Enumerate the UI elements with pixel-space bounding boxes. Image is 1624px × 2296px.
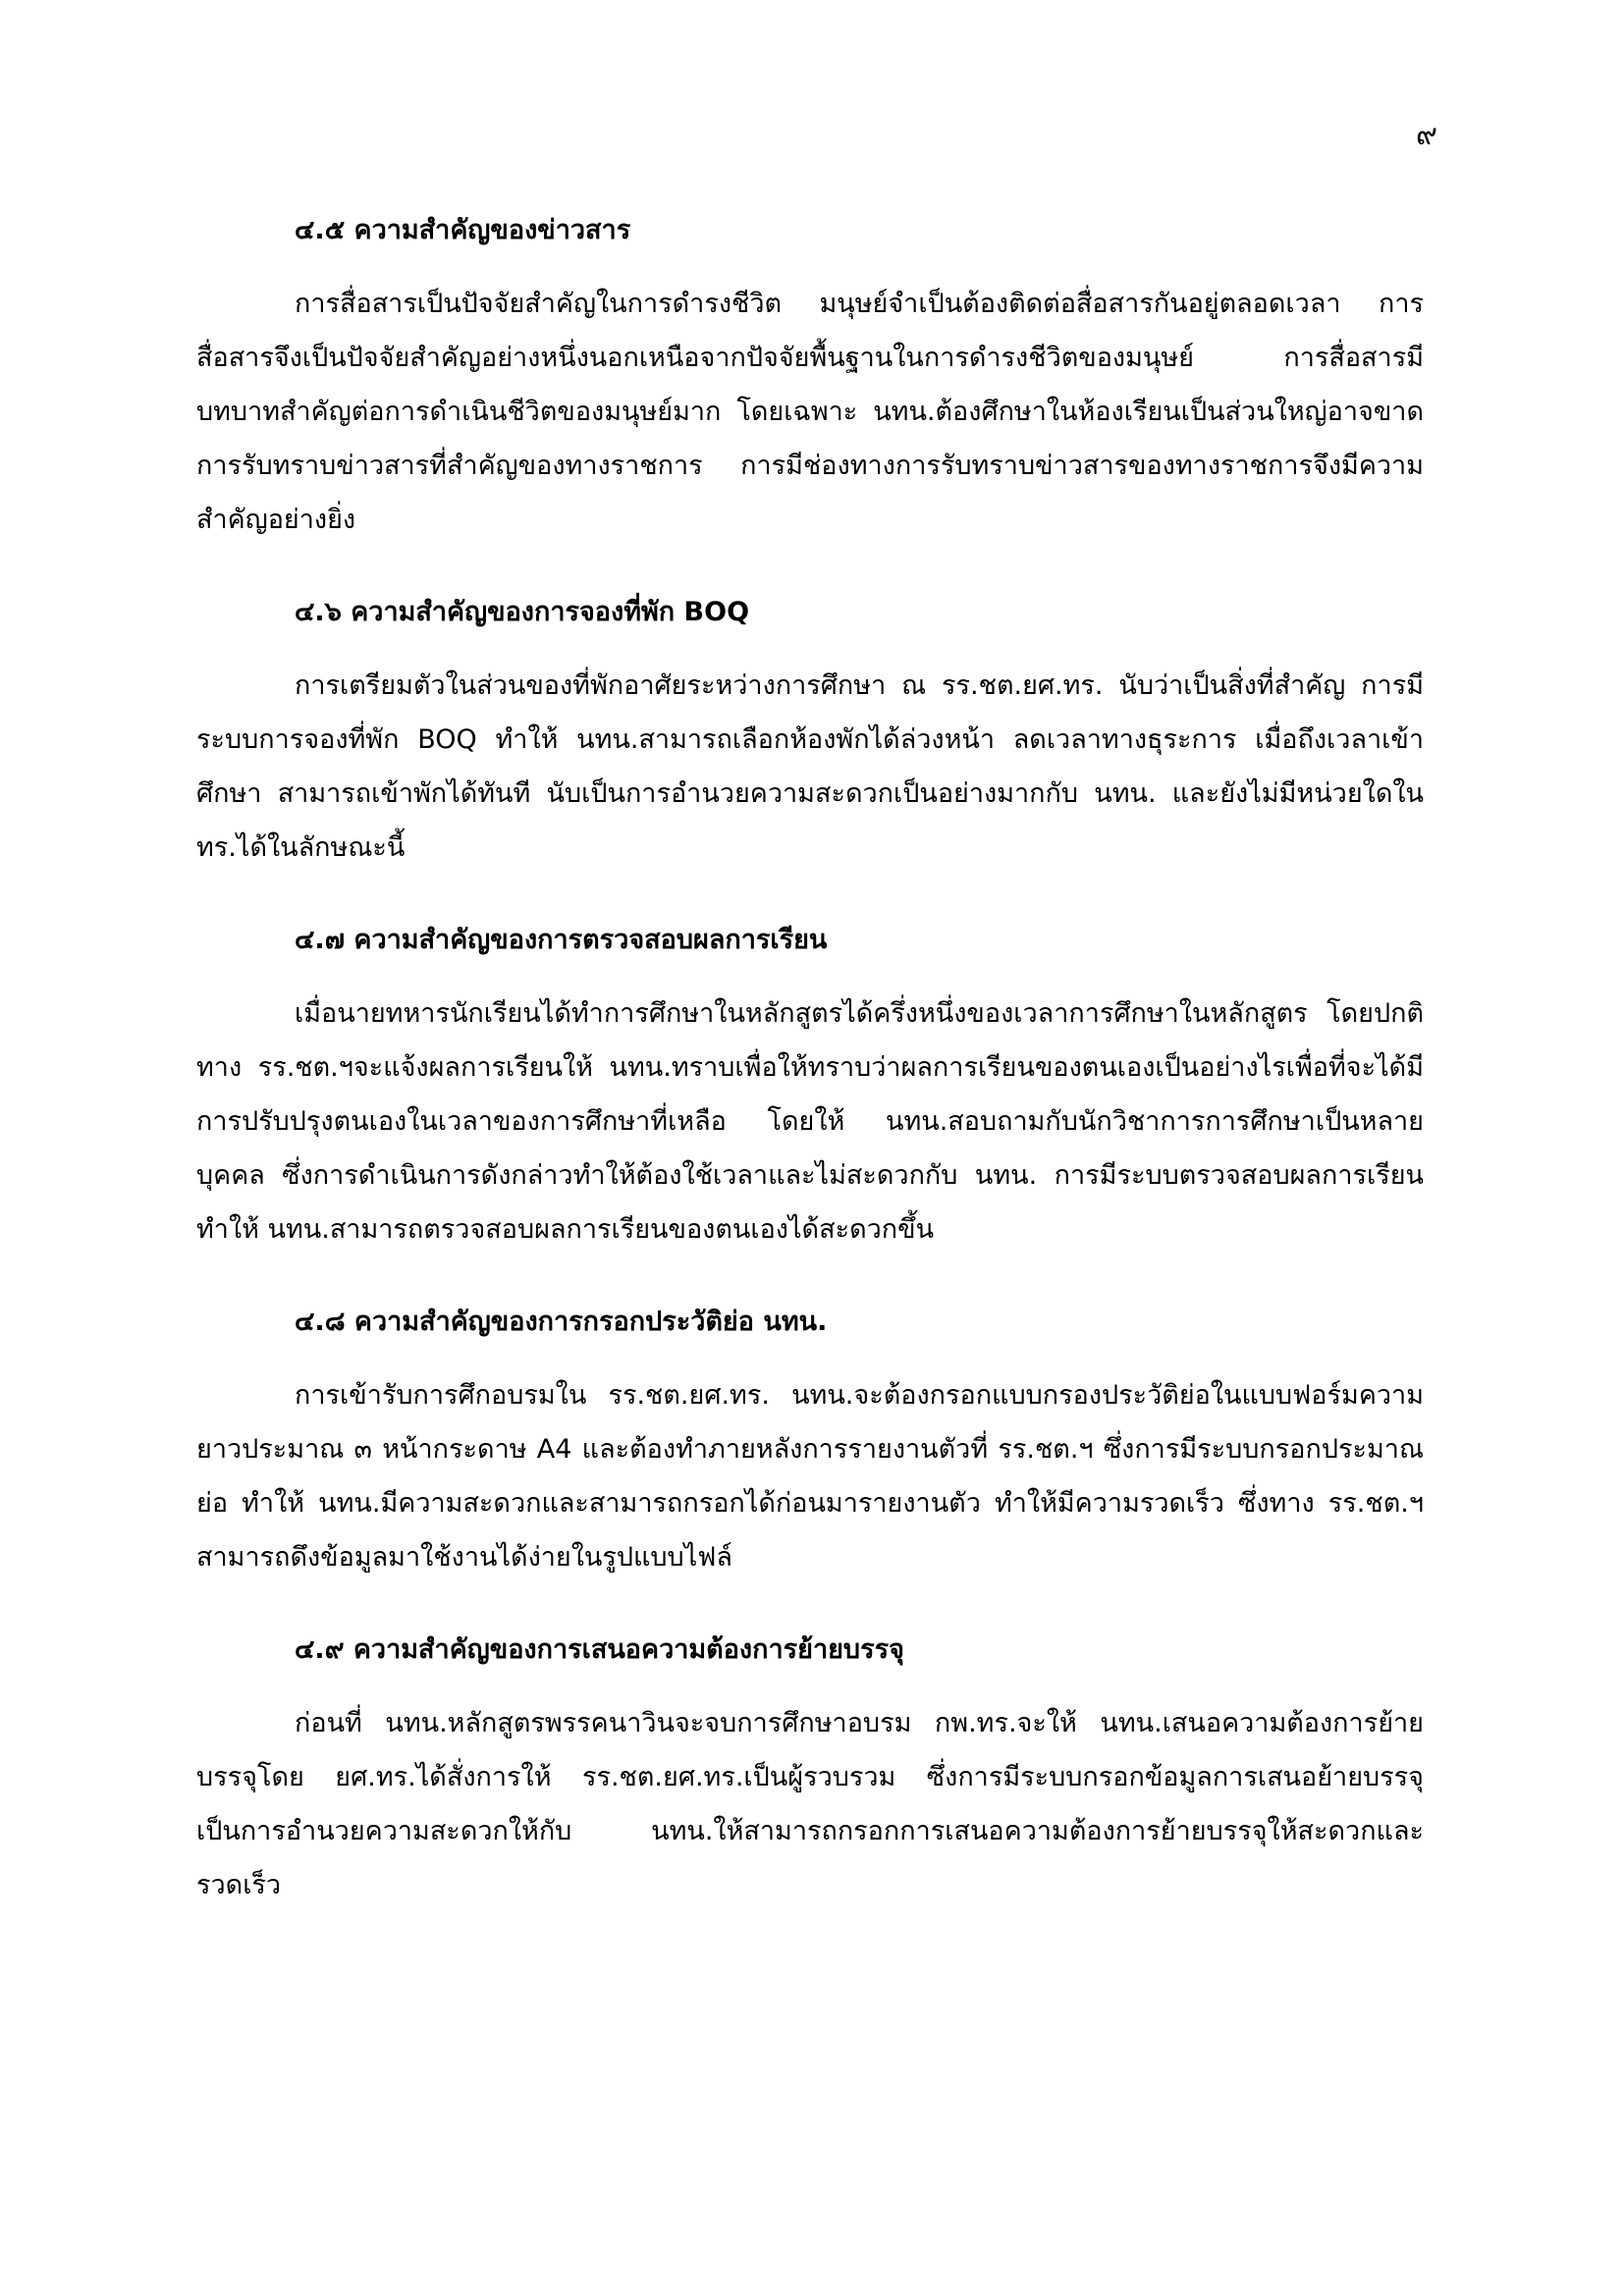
section-4-5 — [196, 206, 1424, 547]
section-paragraph: เมื่อนายทหารนักเรียนได้ทำการศึกษาในหลักสูตรได้ครึ่งหนึ่งของเวลาการศึกษาในหลักสูตร โดยปกติทาง รร.ชต.ฯจะแจ้งผลการเรียนให้ นทน.ทราบเพื่อให้ทราบว่าผลการเรียนของตนเองเป็นอย่างไรเพื่อที่จะได้มีการปรับปรุงตนเองในเวลาของการศึกษาที่เหลือ โดยให้ นทน.สอบถามกับนักวิชาการการศึกษาเป็นหลายบุคคล ซึ่งการดำเนินการดังกล่าวทำให้ต้องใช้เวลาและไม่สะดวกกับ นทน. การมีระบบตรวจสอบผลการเรียนทำให้ นทน.สามารถตรวจสอบผลการเรียนของตนเองได้สะดวกขึ้น — [196, 998, 1424, 1245]
section-paragraph: การเตรียมตัวในส่วนของที่พักอาศัยระหว่างการศึกษา ณ รร.ชต.ยศ.ทร. นับว่าเป็นสิ่งที่สำคัญ การมีระบบการจองที่พัก BOQ ทำให้ นทน.สามารถเลือกห้องพักได้ล่วงหน้า ลดเวลาทางธุระการ เมื่อถึงเวลาเข้าศึกษา สามารถเข้าพักได้ทันที นับเป็นการอำนวยความสะดวกเป็นอย่างมากกับ นทน. และยังไม่มีหน่วยใดในทร.ได้ในลักษณะนี้ — [196, 670, 1424, 863]
section-4-9 — [196, 1626, 1424, 1912]
section-heading: ๔.๙ ความสำคัญของการเสนอความต้องการย้ายบรรจุ — [295, 1634, 904, 1665]
section-heading: ๔.๖ ความสำคัญของการจองที่พัก BOQ — [295, 597, 750, 627]
section-paragraph: การเข้ารับการศึกอบรมใน รร.ชต.ยศ.ทร. นทน.จะต้องกรอกแบบกรองประวัติย่อในแบบฟอร์มความยาวประมาณ ๓ หน้ากระดาษ A4 และต้องทำภายหลังการรายงานตัวที่ รร.ชต.ฯ ซึ่งการมีระบบกรอกประมาณย่อ ทำให้ นทน.มีความสะดวกและสามารถกรอกได้ก่อนมารายงานตัว ทำให้มีความรวดเร็ว ซึ่งทาง รร.ชต.ฯ สามารถดึงข้อมูลมาใช้งานได้ง่ายในรูปแบบไฟล์ — [196, 1380, 1424, 1573]
page-number: ๙ — [1416, 118, 1437, 152]
section-paragraph: ก่อนที่ นทน.หลักสูตรพรรคนาวินจะจบการศึกษาอบรม กพ.ทร.จะให้ นทน.เสนอความต้องการย้ายบรรจุโดย ยศ.ทร.ได้สั่งการให้ รร.ชต.ยศ.ทร.เป็นผู้รวบรวม ซึ่งการมีระบบกรอกข้อมูลการเสนอย้ายบรรจุเป็นการอำนวยความสะดวกให้กับ นทน.ให้สามารถกรอกการเสนอความต้องการย้ายบรรจุให้สะดวกและรวดเร็ว — [196, 1708, 1424, 1900]
section-heading: ๔.๗ ความสำคัญของการตรวจสอบผลการเรียน — [295, 925, 828, 955]
section-4-7 — [196, 916, 1424, 1256]
section-4-6 — [196, 588, 1424, 875]
section-heading: ๔.๕ ความสำคัญของข่าวสาร — [295, 215, 631, 245]
section-paragraph: การสื่อสารเป็นปัจจัยสำคัญในการดำรงชีวิต มนุษย์จำเป็นต้องติดต่อสื่อสารกันอยู่ตลอดเวลา การสื่อสารจึงเป็นปัจจัยสำคัญอย่างหนึ่งนอกเหนือจากปัจจัยพื้นฐานในการดำรงชีวิตของมนุษย์ การสื่อสารมีบทบาทสำคัญต่อการดำเนินชีวิตของมนุษย์มาก โดยเฉพาะ นทน.ต้องศึกษาในห้องเรียนเป็นส่วนใหญ่อาจขาดการรับทราบข่าวสารที่สำคัญของทางราชการ การมีช่องทางการรับทราบข่าวสารของทางราชการจึงมีความสำคัญอย่างยิ่ง — [196, 289, 1424, 535]
document-body — [196, 206, 1424, 1953]
section-4-8 — [196, 1298, 1424, 1584]
section-heading: ๔.๘ ความสำคัญของการกรอกประวัติย่อ นทน. — [295, 1307, 828, 1337]
